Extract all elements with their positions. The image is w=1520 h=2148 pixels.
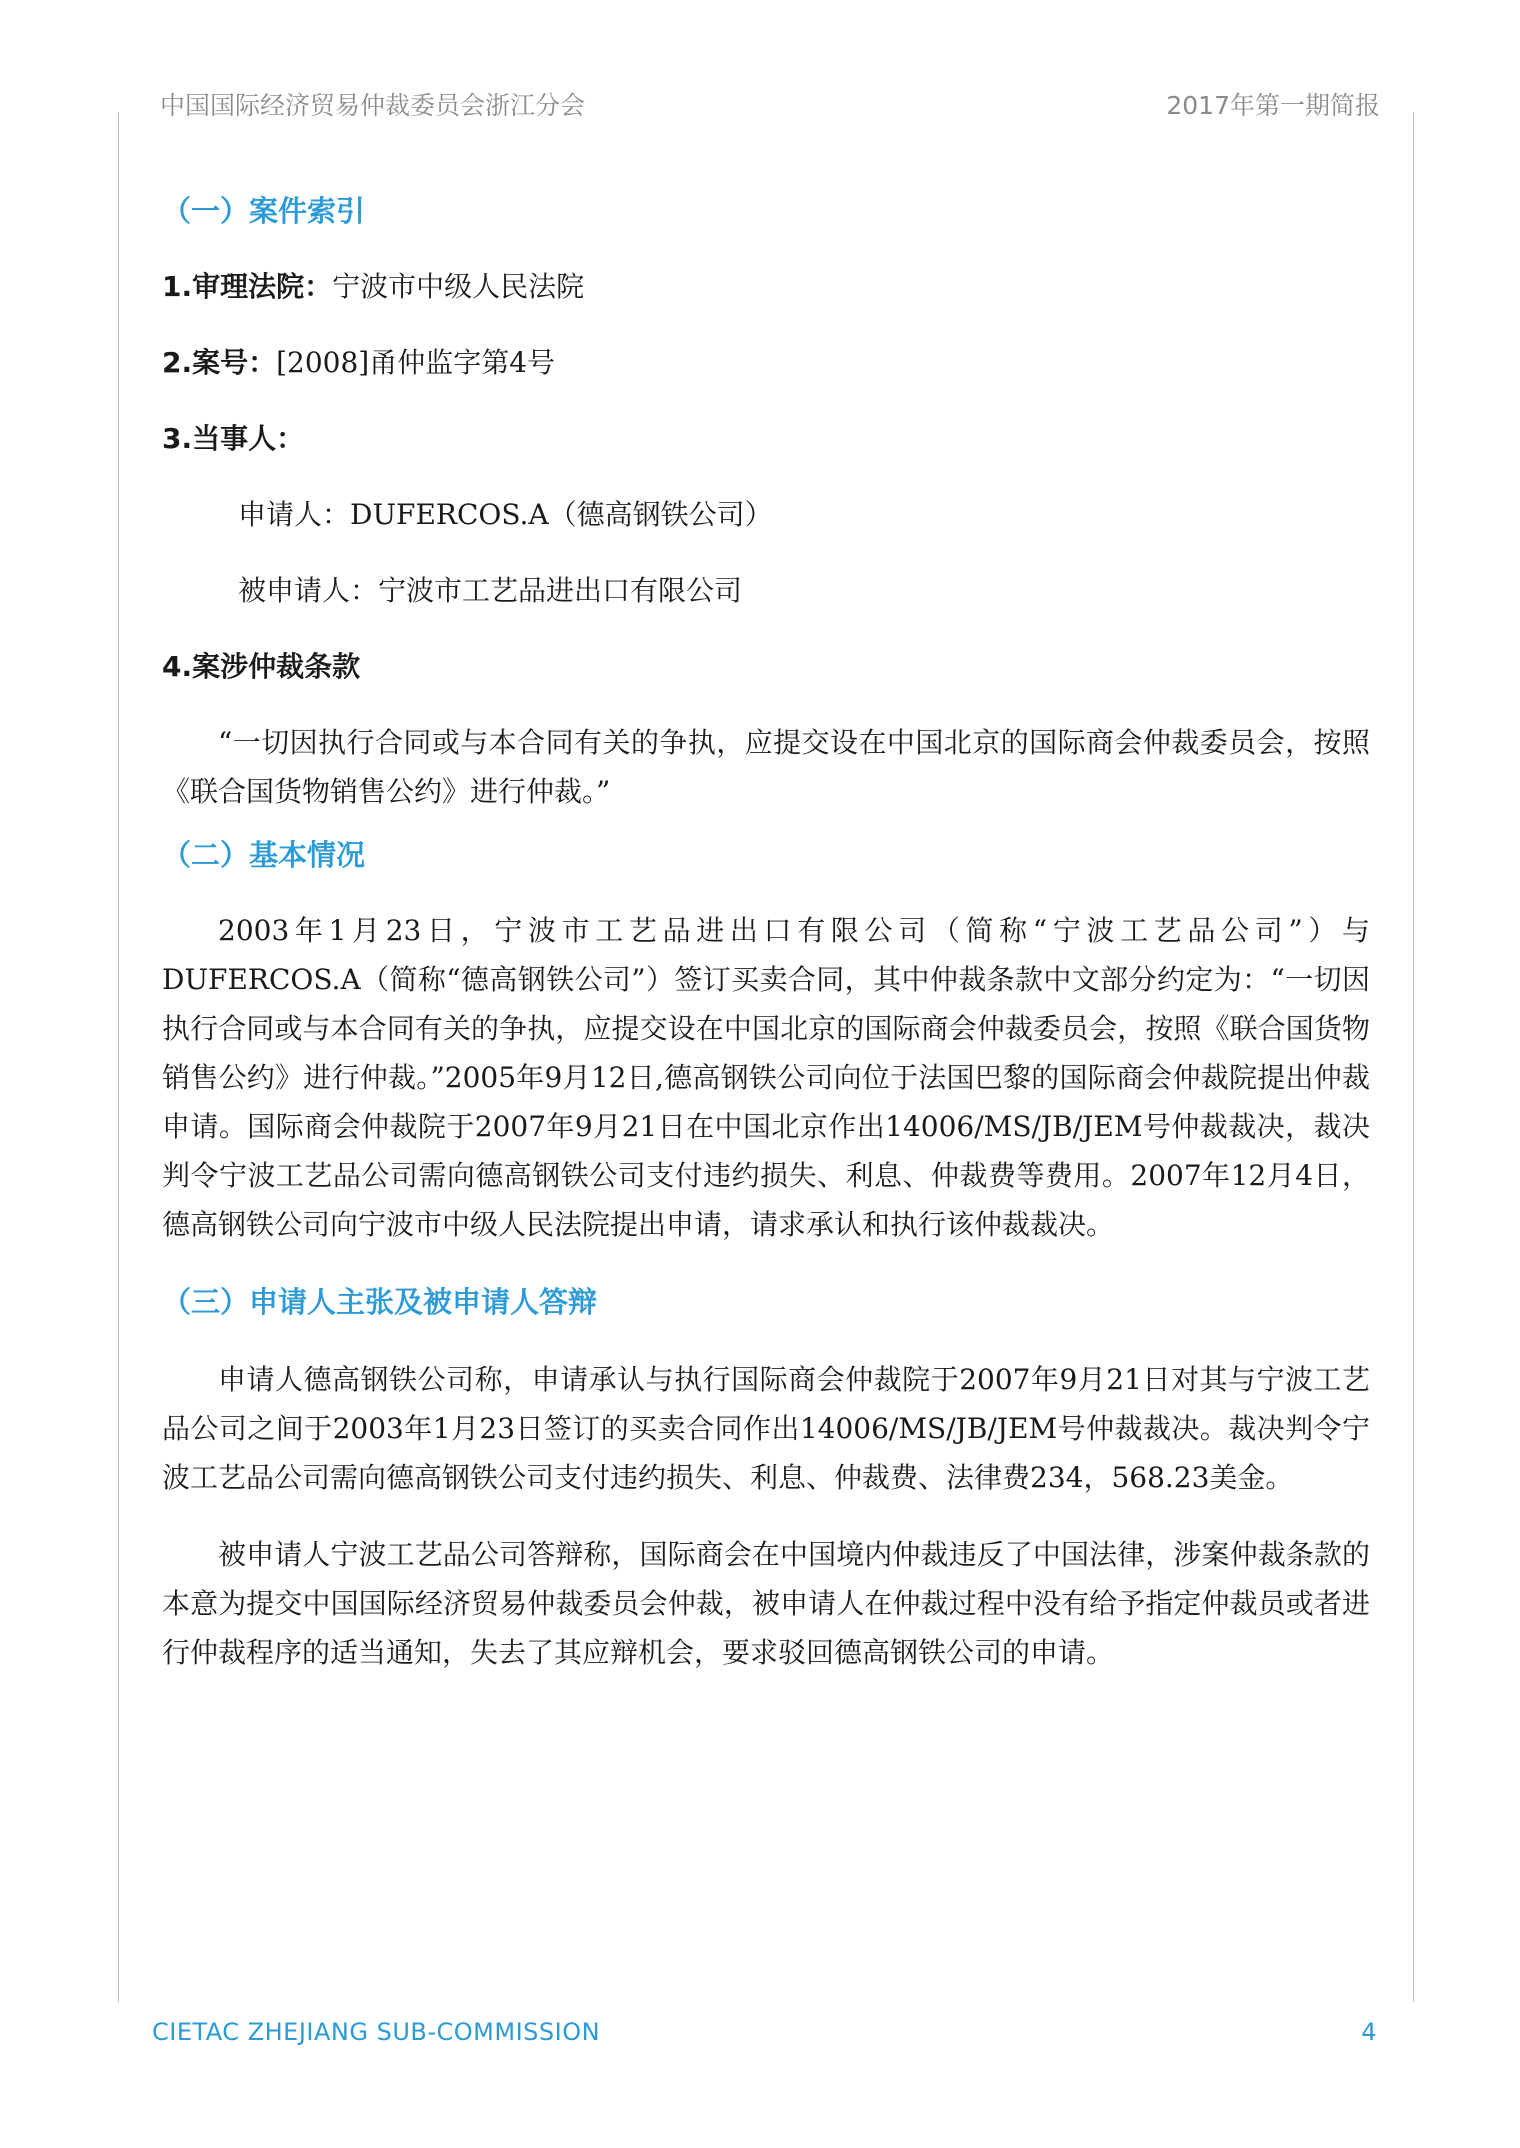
respondent-defense-paragraph: 被申请人宁波工艺品公司答辩称，国际商会在中国境内仲裁违反了中国法律，涉案仲裁条款的本意为提交中国国际经济贸易仲裁委员会仲裁，被申请人在仲裁过程中没有给予指定仲裁员或者进行仲裁程序的适当通知，失去了其应辩机会，要求驳回德高钢铁公司的申请。	[162, 1538, 1370, 1669]
footer-commission-name: CIETAC ZHEJIANG SUB-COMMISSION	[152, 2018, 601, 2046]
basic-facts-paragraph: 2003年1月23日，宁波市工艺品进出口有限公司（简称“宁波工艺品公司”）与DUFERCOS.A（简称“德高钢铁公司”）签订买卖合同，其中仲裁条款中文部分约定为：“一切因执行合同或与本合同有关的争执，应提交设在中国北京的国际商会仲裁委员会，按照《联合国货物销售公约》进行仲裁。”2005年9月12日,德高钢铁公司向位于法国巴黎的国际商会仲裁院提出仲裁申请。国际商会仲裁院于2007年9月21日在中国北京作出14006/MS/JB/JEM号仲裁裁决，裁决判令宁波工艺品公司需向德高钢铁公司支付违约损失、利息、仲裁费等费用。2007年12月4日，德高钢铁公司向宁波市中级人民法院提出申请，请求承认和执行该仲裁裁决。	[162, 914, 1370, 1241]
clause-line	[162, 642, 1370, 692]
case-number-line	[162, 338, 1370, 388]
section-heading-case-index: （一）案件索引	[162, 194, 366, 228]
parties-line	[162, 414, 1370, 464]
case-number-value: [2008]甬仲监字第4号	[276, 346, 556, 379]
case-number-label: 2.案号：	[162, 346, 277, 379]
page-header	[160, 86, 1380, 126]
page-number: 4	[1361, 2018, 1377, 2046]
header-issue: 2017年第一期简报	[1166, 91, 1380, 120]
page-footer	[152, 2018, 1377, 2058]
clause-text: “一切因执行合同或与本合同有关的争执，应提交设在中国北京的国际商会仲裁委员会，按照《联合国货物销售公约》进行仲裁。”	[162, 726, 1370, 808]
applicant-claim-paragraph: 申请人德高钢铁公司称，申请承认与执行国际商会仲裁院于2007年9月21日对其与宁波工艺品公司之间于2003年1月23日签订的买卖合同作出14006/MS/JB/JEM号仲裁裁决。裁决判令宁波工艺品公司需向德高钢铁公司支付违约损失、利息、仲裁费、法律费234，568.23美金。	[162, 1363, 1370, 1494]
court-line	[162, 262, 1370, 312]
header-organization: 中国国际经济贸易仲裁委员会浙江分会	[160, 91, 586, 120]
section-heading-claims: （三）申请人主张及被申请人答辩	[162, 1285, 598, 1319]
applicant-line: 申请人：DUFERCOS.A（德高钢铁公司）	[238, 498, 773, 531]
right-margin-rule	[1413, 112, 1414, 2002]
section-heading-basic-facts: （二）基本情况	[162, 838, 366, 872]
parties-label: 3.当事人：	[162, 422, 305, 455]
court-label: 1.审理法院：	[162, 270, 333, 303]
court-value: 宁波市中级人民法院	[332, 270, 585, 303]
respondent-line: 被申请人：宁波市工艺品进出口有限公司	[238, 574, 743, 607]
left-margin-rule	[118, 112, 119, 2002]
clause-label: 4.案涉仲裁条款	[162, 650, 361, 683]
page-body	[162, 186, 1370, 1677]
